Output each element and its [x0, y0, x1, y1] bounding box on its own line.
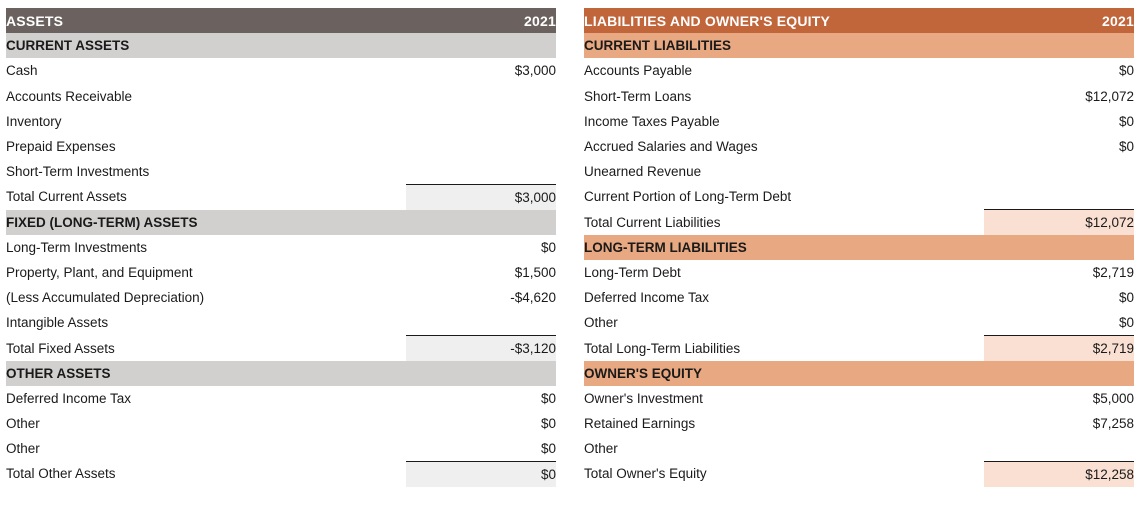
- assets-section-header: [6, 361, 556, 386]
- row-value: $12,072: [1085, 88, 1134, 104]
- liabilities-section-title: LONG-TERM LIABILITIES: [584, 235, 984, 260]
- total-value: $12,258: [984, 461, 1134, 486]
- row-label: Accounts Payable: [584, 63, 693, 79]
- assets-total-row: [6, 461, 556, 486]
- table-row: [584, 386, 1134, 411]
- row-label: Current Portion of Long-Term Debt: [584, 189, 792, 205]
- row-label: Unearned Revenue: [584, 164, 702, 180]
- assets-section-value: [406, 33, 556, 58]
- table-row: [584, 184, 1134, 209]
- assets-total-row: [6, 184, 556, 209]
- table-row: [584, 411, 1134, 436]
- row-label: Other: [584, 315, 618, 331]
- table-row: [584, 109, 1134, 134]
- row-value: [984, 184, 1134, 209]
- total-value: $3,000: [406, 184, 556, 209]
- row-label: Owner's Investment: [584, 390, 703, 406]
- row-value: [406, 109, 556, 134]
- row-label: Prepaid Expenses: [6, 139, 116, 155]
- total-label: Total Other Assets: [6, 466, 116, 482]
- assets-header-year: 2021: [406, 8, 556, 33]
- row-label: Long-Term Debt: [584, 264, 681, 280]
- assets-section-title: OTHER ASSETS: [6, 361, 406, 386]
- assets-header-row: [6, 8, 556, 33]
- row-value: [984, 159, 1134, 184]
- row-label: Cash: [6, 63, 38, 79]
- table-row: [584, 134, 1134, 159]
- row-value: $2,719: [1092, 264, 1134, 280]
- table-row: [584, 260, 1134, 285]
- liabilities-panel: [584, 8, 1134, 487]
- table-row: [6, 285, 556, 310]
- liabilities-header-year: 2021: [984, 8, 1134, 33]
- liabilities-header-row: [584, 8, 1134, 33]
- table-row: [6, 436, 556, 461]
- row-value: $1,500: [514, 264, 556, 280]
- total-label: Total Current Liabilities: [584, 214, 721, 230]
- total-value: $2,719: [984, 335, 1134, 360]
- assets-section-title: FIXED (LONG-TERM) ASSETS: [6, 210, 406, 235]
- table-row: [584, 84, 1134, 109]
- liabilities-section-value: [984, 235, 1134, 260]
- table-row: [6, 134, 556, 159]
- liabilities-section-header: [584, 33, 1134, 58]
- row-value: [406, 84, 556, 109]
- row-value: $0: [540, 441, 556, 457]
- row-label: (Less Accumulated Depreciation): [6, 290, 205, 306]
- row-value: $5,000: [1092, 390, 1134, 406]
- row-label: Other: [6, 441, 40, 457]
- liabilities-total-row: [584, 335, 1134, 360]
- row-value: $3,000: [514, 63, 556, 79]
- table-row: [584, 159, 1134, 184]
- row-value: $0: [1118, 315, 1134, 331]
- row-value: [406, 159, 556, 184]
- liabilities-section-title: CURRENT LIABILITIES: [584, 33, 984, 58]
- table-row: [584, 310, 1134, 335]
- total-label: Total Owner's Equity: [584, 466, 707, 482]
- liabilities-total-row: [584, 210, 1134, 235]
- row-value: [984, 436, 1134, 461]
- total-value: $0: [406, 461, 556, 486]
- liabilities-section-header: [584, 235, 1134, 260]
- total-label: Total Long-Term Liabilities: [584, 340, 741, 356]
- row-label: Deferred Income Tax: [584, 290, 710, 306]
- row-value: $0: [1118, 139, 1134, 155]
- row-label: Intangible Assets: [6, 315, 109, 331]
- row-value: [406, 134, 556, 159]
- row-label: Income Taxes Payable: [584, 113, 720, 129]
- total-label: Total Fixed Assets: [6, 340, 115, 356]
- row-label: Retained Earnings: [584, 416, 696, 432]
- table-row: [6, 109, 556, 134]
- row-value: -$4,620: [510, 290, 556, 306]
- row-label: Short-Term Loans: [584, 88, 692, 104]
- assets-section-header: [6, 210, 556, 235]
- row-value: $0: [540, 416, 556, 432]
- liabilities-section-value: [984, 361, 1134, 386]
- assets-table: [6, 8, 556, 487]
- row-label: Property, Plant, and Equipment: [6, 264, 193, 280]
- table-row: [6, 84, 556, 109]
- table-row: [6, 235, 556, 260]
- row-label: Other: [6, 416, 40, 432]
- liabilities-section-value: [984, 33, 1134, 58]
- total-value: -$3,120: [406, 335, 556, 360]
- table-row: [584, 285, 1134, 310]
- table-row: [584, 436, 1134, 461]
- assets-total-row: [6, 335, 556, 360]
- row-value: $0: [540, 239, 556, 255]
- row-value: $0: [1118, 63, 1134, 79]
- row-label: Deferred Income Tax: [6, 390, 132, 406]
- liabilities-section-title: OWNER'S EQUITY: [584, 361, 984, 386]
- assets-section-value: [406, 361, 556, 386]
- row-value: $0: [1118, 290, 1134, 306]
- table-row: [6, 411, 556, 436]
- row-label: Accrued Salaries and Wages: [584, 139, 758, 155]
- row-label: Inventory: [6, 113, 62, 129]
- table-row: [584, 58, 1134, 83]
- row-label: Short-Term Investments: [6, 164, 150, 180]
- liabilities-table: [584, 8, 1134, 487]
- row-label: Accounts Receivable: [6, 88, 133, 104]
- row-label: Long-Term Investments: [6, 239, 148, 255]
- assets-header-title: ASSETS: [6, 8, 406, 33]
- row-label: Other: [584, 441, 618, 457]
- liabilities-header-title: LIABILITIES AND OWNER'S EQUITY: [584, 8, 984, 33]
- table-row: [6, 260, 556, 285]
- row-value: $0: [1118, 113, 1134, 129]
- assets-section-title: CURRENT ASSETS: [6, 33, 406, 58]
- row-value: [406, 310, 556, 335]
- assets-section-value: [406, 210, 556, 235]
- table-row: [6, 386, 556, 411]
- assets-panel: [6, 8, 556, 487]
- total-label: Total Current Assets: [6, 189, 127, 205]
- liabilities-total-row: [584, 461, 1134, 486]
- liabilities-section-header: [584, 361, 1134, 386]
- table-row: [6, 159, 556, 184]
- row-value: $0: [540, 390, 556, 406]
- total-value: $12,072: [984, 210, 1134, 235]
- table-row: [6, 310, 556, 335]
- assets-section-header: [6, 33, 556, 58]
- row-value: $7,258: [1092, 416, 1134, 432]
- table-row: [6, 58, 556, 83]
